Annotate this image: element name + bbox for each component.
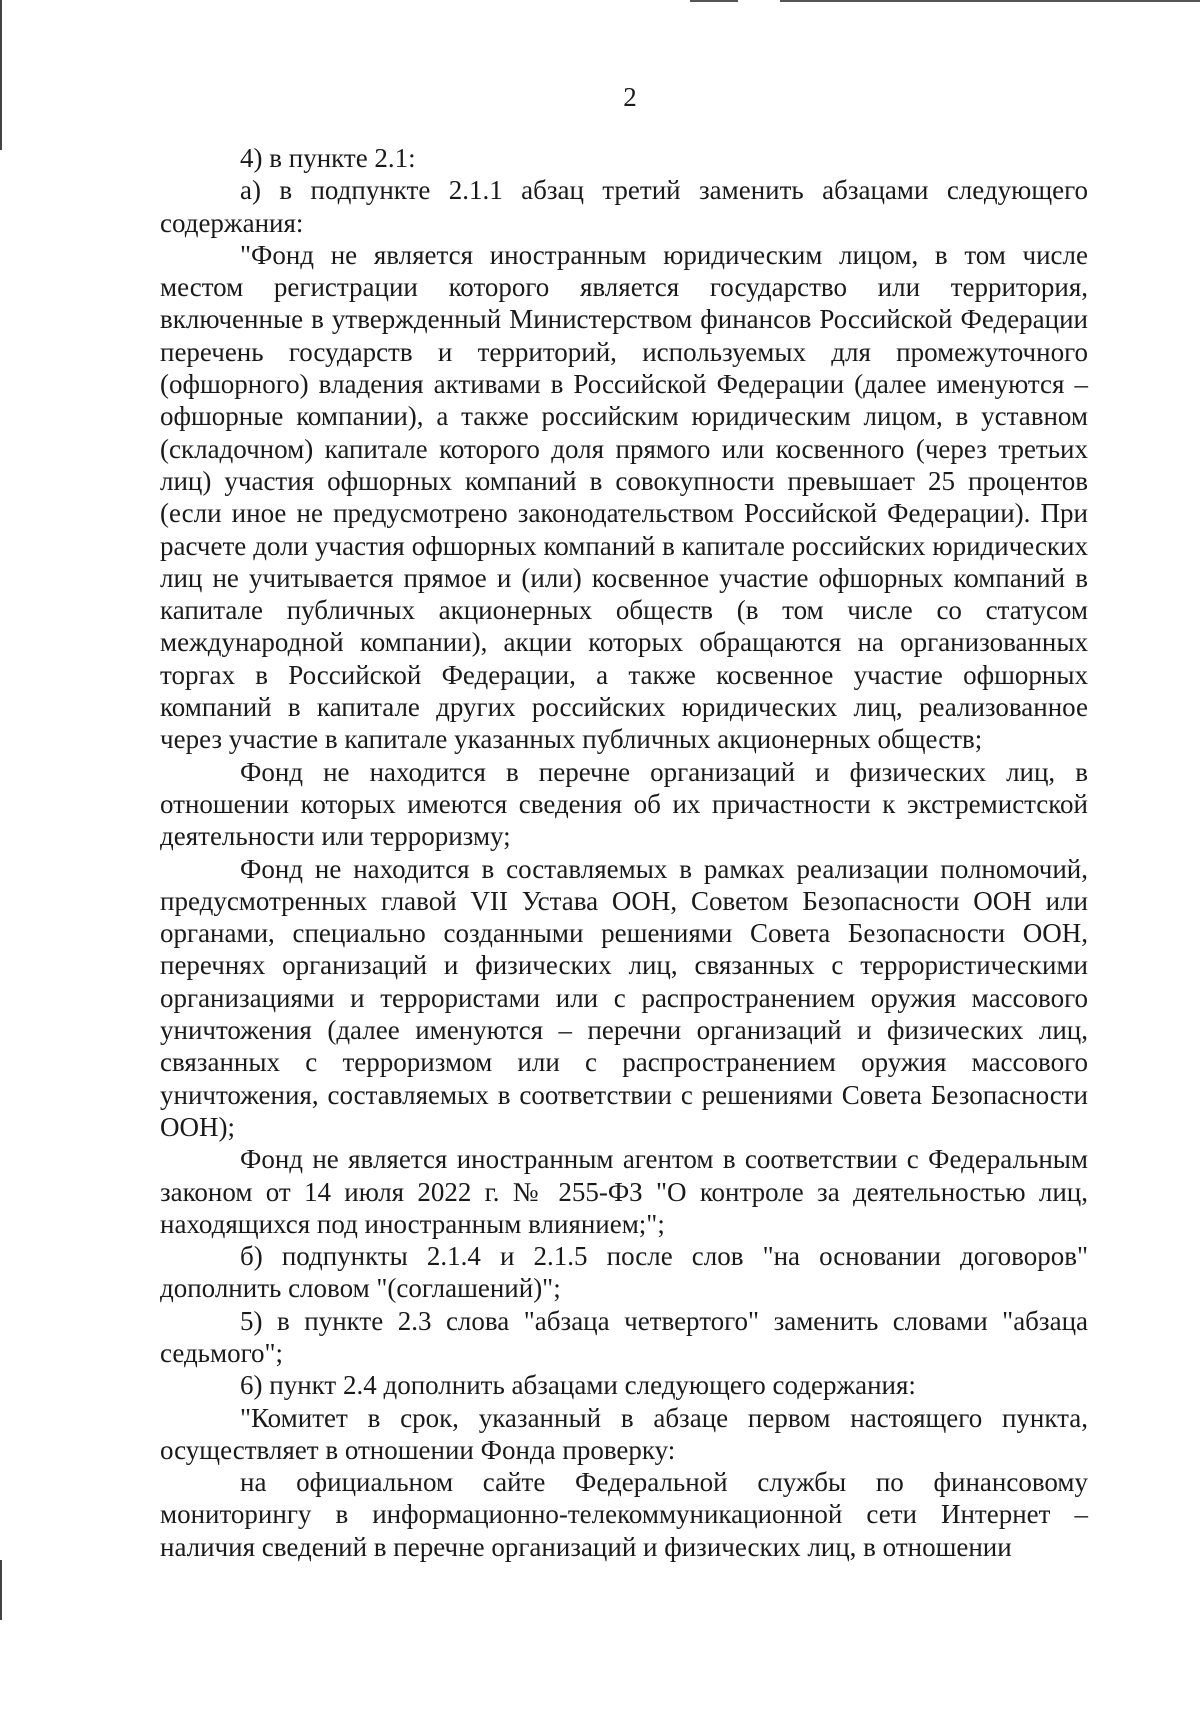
paragraph-fund-not-foreign-agent: Фонд не является иностранным агентом в соответствии с Федеральным законом от 14 июля 2022 г. № 255-ФЗ "О контроле за деятельностью лиц, находящихся под иностранным влиянием;";: [160, 1144, 1088, 1239]
paragraph-subitem-b: б) подпункты 2.1.4 и 2.1.5 после слов "на основании договоров" дополнить словом "(соглашений)";: [160, 1241, 1088, 1304]
paragraph-fund-not-foreign-entity: "Фонд не является иностранным юридическим лицом, в том числе местом регистрации которого является государство или территория, включенные в утвержденный Министерством финансов Российской Федерации перечень государств и территорий, используемых для промежуточного (офшорного) владения активами в Российской Федерации (далее именуются – офшорные компании), а также российским юридическим лицом, в уставном (складочном) капитале которого доля прямого или косвенного (через третьих лиц) участия офшорных компаний в совокупности превышает 25 процентов (если иное не предусмотрено законодательством Российской Федерации). При расчете доли участия офшорных компаний в капитале российских юридических лиц не учитывается прямое и (или) косвенное участие офшорных компаний в капитале публичных акционерных обществ (в том числе со статусом международной компании), акции которых обращаются на организованных торгах в Российской Федерации, а также косвенное участие офшорных компаний в капитале других российских юридических лиц, реализованное через участие в капитале указанных публичных акционерных обществ;: [160, 239, 1088, 755]
document-body: [160, 142, 1088, 1563]
paragraph-rosfinmonitoring-check: на официальном сайте Федеральной службы по финансовому мониторингу в информационно-телекоммуникационной сети Интернет – наличия сведений в перечне организаций и физических лиц, в отношении: [160, 1467, 1088, 1562]
top-scan-rule: [690, 0, 738, 2]
paragraph-fund-not-extremist-list: Фонд не находится в перечне организаций и физических лиц, в отношении которых имеются сведения об их причастности к экстремистской деятельности или терроризму;: [160, 756, 1088, 852]
top-scan-rule-right: [780, 0, 1200, 2]
paragraph-committee-check: "Комитет в срок, указанный в абзаце первом настоящего пункта, осуществляет в отношении Фонда проверку:: [160, 1402, 1088, 1465]
scan-edge-mark-lower: [0, 1560, 2, 1620]
paragraph-item-6: 6) пункт 2.4 дополнить абзацами следующего содержания:: [240, 1370, 916, 1401]
paragraph-item-4: 4) в пункте 2.1:: [240, 143, 416, 173]
paragraph-fund-not-un-list: Фонд не находится в составляемых в рамках реализации полномочий, предусмотренных главой VII Устава ООН, Советом Безопасности ООН или органами, специально созданными решениями Совета Безопасности ООН, перечнях организаций и физических лиц, связанных с террористическими организациями и террористами или с распространением оружия массового уничтожения (далее именуются – перечни организаций и физических лиц, связанных с терроризмом или с распространением оружия массового уничтожения, составляемых в соответствии с решениями Совета Безопасности ООН);: [160, 853, 1088, 1142]
paragraph-item-5: 5) в пункте 2.3 слова "абзаца четвертого" заменить словами "абзаца седьмого";: [160, 1305, 1088, 1368]
paragraph-subitem-a: а) в подпункте 2.1.1 абзац третий заменить абзацами следующего содержания:: [160, 175, 1088, 238]
page-number: 2: [623, 82, 637, 112]
scan-edge-mark: [0, 0, 2, 150]
